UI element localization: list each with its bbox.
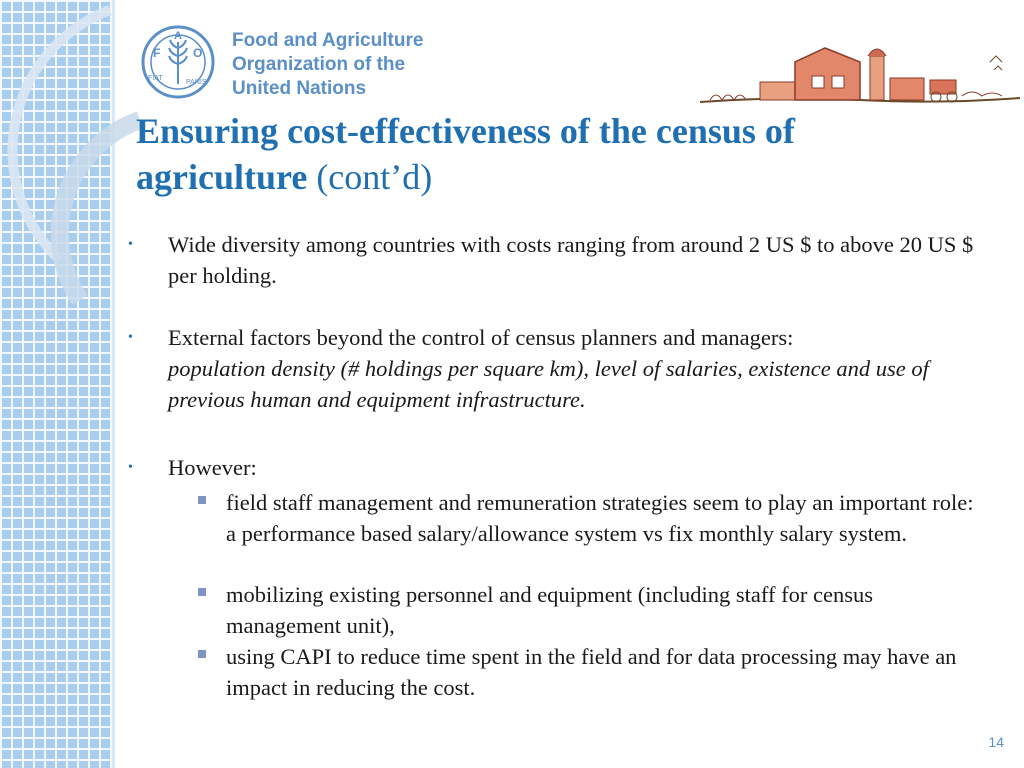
- emblem-letter-o: O: [193, 46, 203, 60]
- square-bullet-icon: [198, 496, 206, 504]
- fao-emblem-icon: [140, 24, 216, 100]
- emblem-letter-f: F: [153, 46, 161, 60]
- org-name-line-2: Organization of the: [232, 54, 406, 75]
- emblem-motto-fiat: FIAT: [148, 75, 163, 82]
- bullet-text-regular: External factors beyond the control of census planners and managers:: [168, 325, 794, 350]
- sub-bullet-text: using CAPI to reduce time spent in the field and for data processing may have an impact in reducing the cost.: [226, 644, 957, 700]
- bullet-dot-icon: •: [128, 330, 133, 345]
- bullet-dot-icon: •: [128, 237, 133, 252]
- bullet-text-italic: population density (# holdings per square km), level of salaries, existence and use of previous human and equipment infrastructure.: [168, 356, 929, 412]
- sub-bullet-text: field staff management and remuneration strategies seem to play an important role: a performance based salary/allowance system vs fix monthly salary system.: [226, 490, 974, 546]
- square-bullet-icon: [198, 588, 206, 596]
- org-name-line-1: Food and Agriculture: [232, 30, 424, 51]
- bullet-text: [168, 322, 978, 415]
- bullet-dot-icon: •: [128, 460, 133, 475]
- bullet-text: However:: [168, 455, 257, 480]
- page-number: 14: [988, 734, 1004, 750]
- slide-title: [136, 108, 956, 200]
- square-bullet-icon: [198, 650, 206, 658]
- org-name-line-3: United Nations: [232, 78, 367, 99]
- sub-bullet-text: mobilizing existing personnel and equipment (including staff for census management unit),: [226, 582, 873, 638]
- farm-illustration: [700, 40, 1020, 108]
- bullet-text: Wide diversity among countries with costs ranging from around 2 US $ to above 20 US $ per holding.: [168, 232, 974, 288]
- fao-logo: [140, 24, 430, 104]
- emblem-motto-panis: PANIS: [186, 79, 207, 86]
- emblem-letter-a: A: [174, 30, 182, 42]
- title-main: Ensuring cost-effectiveness of the census of agriculture: [136, 111, 795, 197]
- title-suffix: (cont’d): [307, 157, 433, 197]
